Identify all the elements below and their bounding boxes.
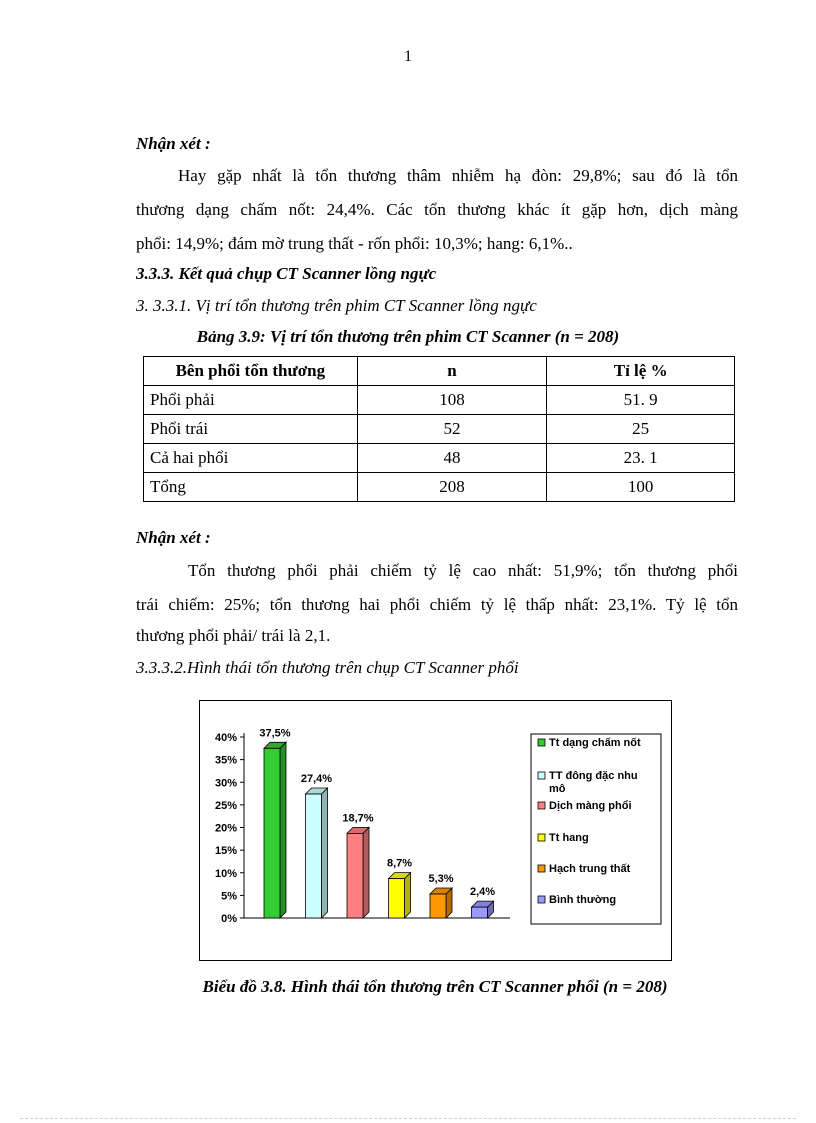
paragraph-line: trái chiếm: 25%; tổn thương hai phổi chiếm tỷ lệ thấp nhất: 23,1%. Tỷ lệ tổn bbox=[136, 595, 738, 614]
legend-swatch bbox=[538, 865, 545, 872]
paragraph-line: phổi: 14,9%; đám mờ trung thất - rốn phổi: 10,3%; hang: 6,1%.. bbox=[136, 234, 573, 253]
bar bbox=[472, 907, 488, 918]
y-tick-label: 35% bbox=[214, 754, 237, 767]
table-row bbox=[144, 386, 735, 415]
table-row bbox=[144, 473, 735, 502]
bar-side bbox=[280, 742, 286, 918]
section-heading: 3.3.3. Kết quả chụp CT Scanner lồng ngực bbox=[136, 264, 437, 283]
table-cell: Phổi trái bbox=[144, 415, 358, 444]
page-number: 1 bbox=[404, 48, 412, 65]
y-tick-label: 10% bbox=[214, 867, 237, 880]
data-label: 5,3% bbox=[428, 873, 454, 886]
legend-swatch bbox=[538, 896, 545, 903]
bar-side bbox=[322, 788, 328, 918]
subsection-heading: 3. 3.3.1. Vị trí tổn thương trên phim CT Scanner lồng ngực bbox=[136, 296, 537, 315]
legend-label: Dịch màng phổi bbox=[549, 800, 632, 812]
table-cell: 108 bbox=[357, 386, 547, 415]
y-tick-label: 30% bbox=[214, 777, 237, 790]
bar-chart bbox=[200, 701, 671, 960]
data-label: 18,7% bbox=[342, 812, 374, 825]
data-label: 37,5% bbox=[259, 727, 291, 740]
table-header-row bbox=[144, 357, 735, 386]
table-cell: 52 bbox=[357, 415, 547, 444]
bar bbox=[389, 879, 405, 918]
legend-swatch bbox=[538, 772, 545, 779]
legend-swatch bbox=[538, 739, 545, 746]
remark-heading: Nhận xét : bbox=[136, 134, 211, 153]
legend-swatch bbox=[538, 834, 545, 841]
table-cell: Cả hai phổi bbox=[144, 444, 358, 473]
table-cell: 48 bbox=[357, 444, 547, 473]
y-tick-label: 5% bbox=[221, 890, 237, 903]
legend-label: Hạch trung thất bbox=[549, 863, 631, 875]
paragraph-line: thương phổi phải/ trái là 2,1. bbox=[136, 626, 331, 645]
bar bbox=[347, 833, 363, 918]
paragraph-line: Tổn thương phổi phải chiếm tỷ lệ cao nhất: 51,9%; tổn thương phổi bbox=[188, 561, 738, 580]
legend-swatch bbox=[538, 802, 545, 809]
remark-heading: Nhận xét : bbox=[136, 528, 211, 547]
chart-caption: Biểu đồ 3.8. Hình thái tổn thương trên CT Scanner phổi (n = 208) bbox=[202, 977, 668, 996]
table-cell: 23. 1 bbox=[547, 444, 735, 473]
paragraph-line: Hay gặp nhất là tổn thương thâm nhiễm hạ đòn: 29,8%; sau đó là tổn bbox=[178, 166, 738, 185]
bar-side bbox=[363, 827, 369, 918]
data-label: 2,4% bbox=[469, 886, 496, 899]
table-cell: 208 bbox=[357, 473, 547, 502]
y-tick-label: 0% bbox=[221, 913, 237, 925]
page-divider bbox=[20, 1118, 796, 1119]
y-tick-label: 20% bbox=[214, 822, 237, 835]
table-header: Tỉ lệ % bbox=[547, 357, 735, 386]
y-tick-label: 40% bbox=[214, 732, 237, 744]
table-title: Bảng 3.9: Vị trí tổn thương trên phim CT Scanner (n = 208) bbox=[196, 327, 620, 346]
paragraph-line: thương dạng chấm nốt: 24,4%. Các tổn thương khác ít gặp hơn, dịch màng bbox=[136, 200, 738, 219]
table-header: Bên phổi tổn thương bbox=[144, 357, 358, 386]
table-cell: 100 bbox=[547, 473, 735, 502]
legend-label: TT đông đặc nhu mô bbox=[549, 770, 638, 795]
table-cell: Phổi phải bbox=[144, 386, 358, 415]
legend-label: Tt hang bbox=[549, 832, 589, 844]
y-tick-label: 25% bbox=[214, 799, 237, 812]
table-cell: Tổng bbox=[144, 473, 358, 502]
y-tick-label: 15% bbox=[214, 845, 237, 858]
table-cell: 25 bbox=[547, 415, 735, 444]
subsection-heading: 3.3.3.2.Hình thái tổn thương trên chụp CT Scanner phổi bbox=[136, 658, 519, 677]
table-row bbox=[144, 444, 735, 473]
data-label: 8,7% bbox=[386, 857, 413, 870]
bar bbox=[430, 894, 446, 918]
bar bbox=[306, 794, 322, 918]
location-table bbox=[143, 356, 735, 502]
data-label: 27,4% bbox=[300, 773, 333, 786]
table-header: n bbox=[357, 357, 547, 386]
table-row bbox=[144, 415, 735, 444]
table-cell: 51. 9 bbox=[547, 386, 735, 415]
bar bbox=[264, 748, 280, 918]
bar-side bbox=[405, 873, 411, 918]
legend-label: Bình thường bbox=[549, 894, 617, 906]
legend-label: Tt dạng chấm nốt bbox=[549, 737, 641, 749]
chart-frame bbox=[199, 700, 672, 961]
